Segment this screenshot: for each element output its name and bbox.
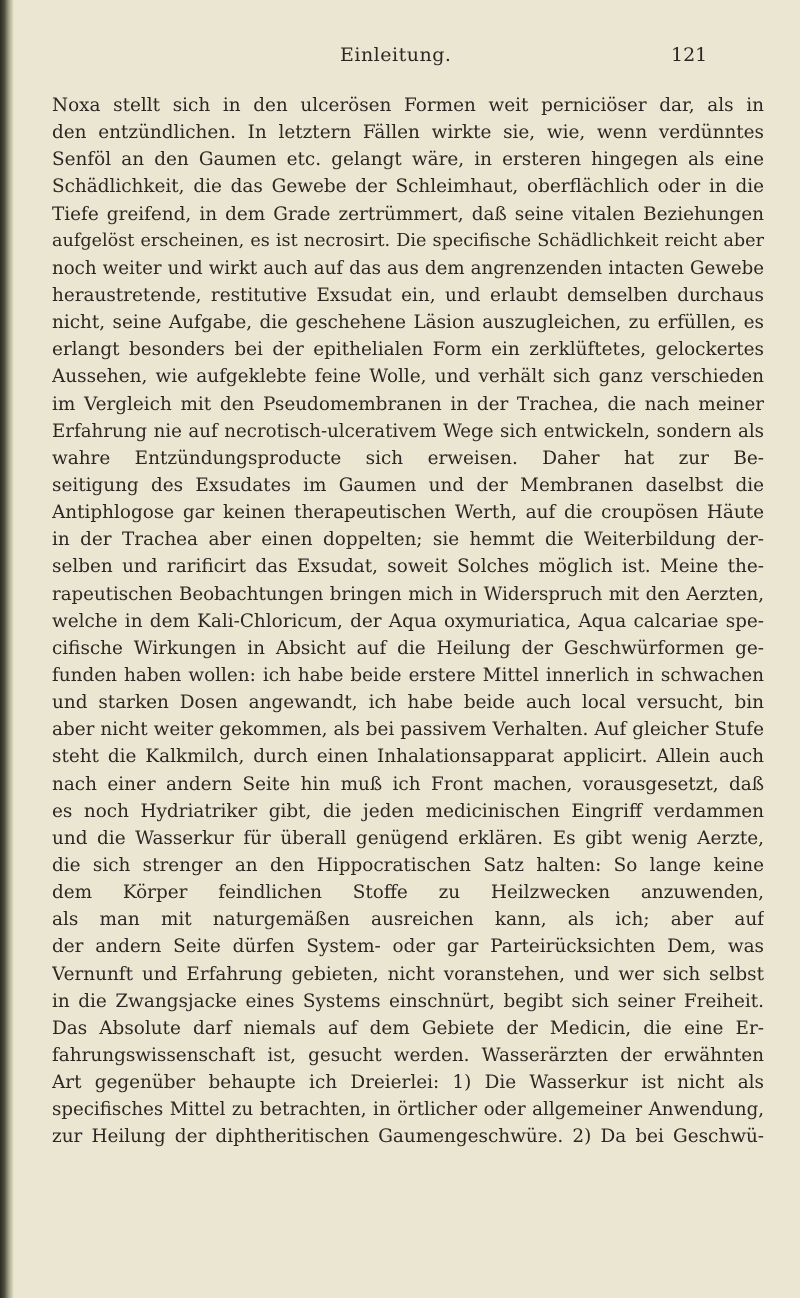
text-line: nach einer andern Seite hin muß ich Front machen, vorausgesetzt, daß	[52, 773, 764, 795]
text-line: Senföl an den Gaumen etc. gelangt wäre, in ersteren hingegen als eine	[52, 149, 764, 171]
text-line: erlangt besonders bei der epithelialen Form ein zerklüftetes, gelockertes	[52, 339, 764, 361]
text-line: welche in dem Kali-Chloricum, der Aqua oxymuriatica, Aqua calcariae spe-	[52, 610, 764, 632]
text-line: in der Trachea aber einen doppelten; sie hemmt die Weiterbildung der-	[52, 529, 764, 551]
text-line: Noxa stellt sich in den ulcerösen Formen weit perniciöser dar, als in	[52, 95, 764, 116]
running-head	[0, 44, 800, 70]
text-line: seitigung des Exsudates im Gaumen und der Membranen daselbst die	[52, 474, 764, 496]
text-line: die sich strenger an den Hippocratischen Satz halten: So lange keine	[52, 854, 764, 876]
text-line: Das Absolute darf niemals auf dem Gebiete der Medicin, die eine Er-	[52, 1017, 764, 1039]
text-line: wahre Entzündungsproducte sich erweisen. Daher hat zur Be-	[52, 447, 764, 469]
text-line: und starken Dosen angewandt, ich habe beide auch local versucht, bin	[52, 692, 764, 714]
text-line: Vernunft und Erfahrung gebieten, nicht voranstehen, und wer sich selbst	[52, 963, 764, 985]
text-line: im Vergleich mit den Pseudomembranen in der Trachea, die nach meiner	[52, 393, 764, 415]
text-line: Art gegenüber behaupte ich Dreierlei: 1) Die Wasserkur ist nicht als	[52, 1072, 764, 1094]
text-line: noch weiter und wirkt auch auf das aus dem angrenzenden intacten Gewebe	[52, 257, 764, 279]
text-line: Erfahrung nie auf necrotisch-ulcerativem Wege sich entwickeln, sondern als	[52, 420, 764, 442]
text-line: specifisches Mittel zu betrachten, in örtlicher oder allgemeiner Anwendung,	[52, 1099, 764, 1121]
body-text	[52, 92, 764, 1150]
text-line: als man mit naturgemäßen ausreichen kann, als ich; aber auf	[52, 909, 764, 931]
text-line: rapeutischen Beobachtungen bringen mich in Widerspruch mit den Aerzten,	[52, 583, 764, 605]
chapter-title: Einleitung.	[340, 44, 452, 66]
text-line: Schädlichkeit, die das Gewebe der Schleimhaut, oberflächlich oder in die	[52, 176, 764, 198]
text-line: nicht, seine Aufgabe, die geschehene Läsion auszugleichen, zu erfüllen, es	[52, 312, 764, 334]
text-line: Aussehen, wie aufgeklebte feine Wolle, und verhält sich ganz verschieden	[52, 366, 764, 388]
text-line: aber nicht weiter gekommen, als bei passivem Verhalten. Auf gleicher Stufe	[52, 719, 764, 741]
text-line: den entzündlichen. In letztern Fällen wirkte sie, wie, wenn verdünntes	[52, 122, 764, 144]
text-line: fahrungswissenschaft ist, gesucht werden. Wasserärzten der erwähnten	[52, 1044, 764, 1066]
text-line: heraustretende, restitutive Exsudat ein, und erlaubt demselben durchaus	[52, 284, 764, 306]
text-line: es noch Hydriatriker gibt, die jeden medicinischen Eingriff verdammen	[52, 800, 764, 822]
text-line: Tiefe greifend, in dem Grade zertrümmert, daß seine vitalen Beziehungen	[52, 203, 764, 225]
page-number: 121	[671, 44, 708, 66]
text-line: selben und rarificirt das Exsudat, soweit Solches möglich ist. Meine the-	[52, 556, 764, 578]
text-line: der andern Seite dürfen System- oder gar Parteirücksichten Dem, was	[52, 936, 764, 958]
text-line: cifische Wirkungen in Absicht auf die Heilung der Geschwürformen ge-	[52, 637, 764, 659]
text-line: steht die Kalkmilch, durch einen Inhalationsapparat applicirt. Allein auch	[52, 746, 764, 768]
text-line: funden haben wollen: ich habe beide erstere Mittel innerlich in schwachen	[52, 664, 764, 686]
text-line: dem Körper feindlichen Stoffe zu Heilzwecken anzuwenden,	[52, 882, 764, 904]
text-line: und die Wasserkur für überall genügend erklären. Es gibt wenig Aerzte,	[52, 827, 764, 849]
text-line: aufgelöst erscheinen, es ist necrosirt. Die specifische Schädlichkeit reicht aber	[52, 230, 764, 251]
text-line: Antiphlogose gar keinen therapeutischen Werth, auf die croupösen Häute	[52, 502, 764, 524]
text-line: zur Heilung der diphtheritischen Gaumengeschwüre. 2) Da bei Geschwü-	[52, 1126, 764, 1148]
text-line: in die Zwangsjacke eines Systems einschnürt, begibt sich seiner Freiheit.	[52, 990, 764, 1012]
